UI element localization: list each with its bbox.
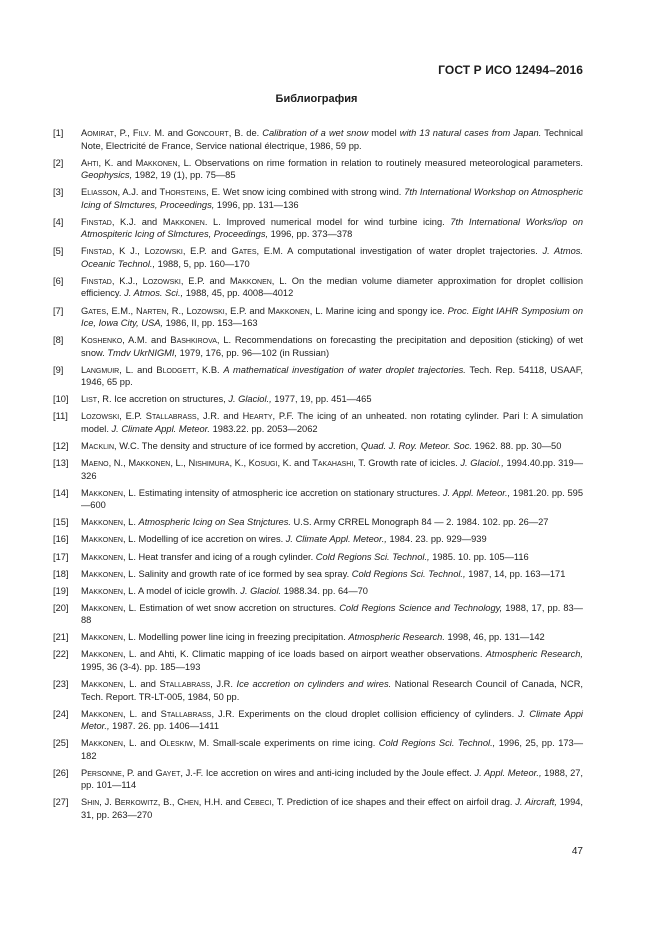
reference-segment: , E. Wet snow icing combined with strong wind. [206,187,405,198]
reference-segment: 1986, II, pp. 153—163 [162,318,258,329]
reference-segment: , E.P. and [224,305,268,316]
reference-item [53,186,583,211]
reference-item [53,127,583,152]
reference-number: [16] [53,534,69,545]
italic-title: J. Atmos. Oceanic Technol., [81,246,583,269]
author-name: Nishimura [188,458,230,469]
reference-segment: 1988, 5, pp. 160—170 [155,258,250,269]
reference-item [53,585,583,598]
reference-segment: , M. Small-scale experiments on rime icing. [192,738,379,749]
reference-segment: , J.R. and [196,411,243,422]
italic-title: Atmospheric Research, [485,649,583,660]
reference-segment: 1984. 23. pp. 929—939 [386,534,487,545]
author-name: Stallabrass [145,411,197,422]
reference-number: [7] [53,305,64,316]
reference-segment: , L. Recommendations on forecasting the precipitation and deposition (sticking) of wet snow. [81,335,583,358]
reference-text [81,305,583,330]
reference-item [53,551,583,564]
reference-segment: , L. Marine icing and spongy ice. [309,305,448,316]
author-name: Macklin [81,441,115,452]
reference-segment: 1998, 46, pp. 131—142 [444,632,545,643]
reference-segment: , L. and [119,364,157,375]
reference-segment: 1985. 10. pp. 105—116 [429,551,529,562]
author-name: Berkowitz [114,797,158,808]
italic-title: J. Appl. Meteor., [442,487,511,498]
author-name: Bashkirova [170,335,217,346]
italic-title: J. Glaciol., [460,458,504,469]
reference-segment: 1981.20. pp. 595—600 [81,487,583,511]
author-name: Makkonen [81,632,123,643]
reference-text [81,708,583,733]
italic-title: 7th International Workshop on Atmospheric Icing of Slmctures, Proceedings, [81,187,583,210]
reference-text [81,602,583,627]
reference-segment: , W.C. The density and structure of ice formed by accretion, [114,441,361,452]
reference-segment: 1982, 19 (1), pp. 75—85 [132,170,236,181]
reference-list [53,127,583,826]
reference-segment: , H.H. and [198,797,244,808]
reference-segment: , R., [166,305,187,316]
reference-segment: Tech. Rep. 54118, USAAF, 1946, 65 pp. [81,364,583,388]
author-name: Makkonen [81,738,123,749]
reference-segment: , L. and Ahti, K. Climatic mapping of ice loads based on airport weather observations. [122,649,486,660]
author-name: Langmuir [81,364,120,375]
reference-text [81,410,583,435]
author-name: Makkonen [81,679,123,690]
reference-segment: 1988, 17, pp. 83—88 [81,602,583,626]
reference-segment: , E.P. and [182,246,232,257]
author-name: Aomirat [81,128,114,138]
reference-number: [27] [53,797,69,808]
reference-number: [18] [53,568,69,579]
reference-item [53,678,583,703]
italic-title: Proc. Eight IAHR Symposium on Ice, Iowa City, USA, [81,305,584,329]
reference-segment: , K. and [277,458,313,469]
reference-item [53,708,583,733]
reference-segment: , L. Observations on rime formation in relation to routinely measured meteorological parameters. [177,157,583,168]
author-name: Gayet [155,767,181,778]
author-name: Personne [81,767,122,778]
reference-segment: . L. Improved numerical model for wind turbine icing. [204,216,451,227]
reference-item [53,305,583,330]
author-name: Lozowski [144,246,183,257]
reference-segment: Technical Note, Electricité de France, Service national électrique, 1986, 59 pp. [81,128,583,151]
italic-title: with 13 natural cases from Japan. [399,128,542,138]
reference-segment: 1979, 176, pp. 96—102 (in Russian) [177,347,330,358]
standard-header: ГОСТ Р ИСО 12494–2016 [438,63,583,77]
author-name: Filv [132,128,149,138]
author-name: Eliasson [81,187,118,198]
reference-number: [2] [53,157,64,168]
italic-title: Cold Regions Sci. Technol., [351,568,466,579]
reference-segment: , E.M. A computational investigation of water droplet trajectories. [256,246,543,257]
reference-item [53,393,583,406]
reference-text [81,157,583,182]
reference-segment: , K.J. and [111,216,163,227]
author-name: Stallabrass [159,679,211,690]
reference-segment: 1988, 45, pp. 4008—4012 [183,288,294,299]
reference-segment: 1996, pp. 131—136 [214,199,299,210]
author-name: Cebeci [243,797,272,808]
reference-item [53,275,583,300]
reference-text [81,127,583,152]
reference-text [81,551,583,564]
section-title: Библиография [275,93,358,105]
reference-number: [3] [53,187,64,198]
reference-text [81,487,583,512]
reference-segment: , J. [99,797,115,808]
reference-text [81,737,583,762]
author-name: Finstad [81,275,112,286]
reference-segment: , K.J., [111,275,143,286]
reference-number: [4] [53,216,64,227]
reference-segment: 1994, 31, pp. 263—270 [81,797,584,820]
italic-title: Atmospheric Research. [348,632,445,643]
reference-text [81,516,583,529]
italic-title: Cold Regions Sci. Technol., [378,738,496,749]
reference-segment: , L. Heat transfer and icing of a rough cylinder. [122,551,316,562]
reference-segment: , B., [157,797,178,808]
reference-segment: , R. Ice accretion on structures, [97,394,229,405]
reference-number: [20] [53,602,69,613]
reference-text [81,568,583,581]
reference-item [53,631,583,644]
reference-segment: , L. Salinity and growth rate of ice formed by sea spray. [122,568,352,579]
author-name: Makkonen [81,568,123,579]
author-name: Stallabrass [160,708,212,719]
reference-number: [14] [53,487,69,498]
author-name: Makkonen [81,649,123,660]
reference-segment: 1987, 14, pp. 163—171 [465,568,566,579]
reference-segment: , P., [113,128,133,138]
reference-number: [23] [53,679,69,690]
reference-segment: , A.M. and [122,335,171,346]
italic-title: J. Glaciol., [228,394,272,405]
author-name: Makkonen [81,585,123,596]
reference-segment: National Research Council of Canada, NCR, Tech. Report. TR-LT-005, 1984, 50 pp. [81,679,584,702]
reference-text [81,216,583,241]
author-name: Takahashi [312,458,354,469]
author-name: Thorsteins [159,187,207,198]
italic-title: Cold Regions Science and Technology, [339,602,503,613]
author-name: List [81,394,98,405]
reference-number: [13] [53,458,69,469]
italic-title: J. Climate Appl. Meteor., [285,534,387,545]
author-name: Finstad [81,216,112,227]
reference-number: [9] [53,364,64,375]
reference-item [53,516,583,529]
author-name: Blodgett [156,364,196,375]
reference-segment: , L., [170,458,189,469]
author-name: Koshenko [81,335,123,346]
reference-segment: , N., [108,458,129,469]
italic-title: J. Aircraft, [515,797,557,808]
reference-segment: , T. Prediction of ice shapes and their effect on airfoil drag. [271,797,516,808]
reference-segment: . M. and [148,128,187,138]
italic-title: J. Glaciol. [240,585,282,596]
reference-segment: , K. and [98,157,136,168]
reference-item [53,602,583,627]
reference-text [81,678,583,703]
reference-segment: 1987. 26. pp. 1406—1411 [109,721,220,732]
italic-title: J. Appl. Meteor., [474,767,542,778]
reference-text [81,364,583,389]
author-name: Lozowski [186,305,225,316]
reference-number: [10] [53,394,69,405]
author-name: Shin [81,797,100,808]
reference-segment: , J.-F. Ice accretion on wires and anti-icing included by the Joule effect. [180,767,475,778]
reference-item [53,767,583,792]
italic-title: A mathematical investigation of water droplet trajectories. [223,364,466,375]
reference-segment: , L. Estimation of wet snow accretion on structures. [122,602,340,613]
reference-segment: 1988.34. pp. 64—70 [281,585,368,596]
author-name: Gates [231,246,257,257]
reference-segment: 1983.22. pp. 2053—2062 [210,423,318,434]
reference-segment: , L. and [122,679,160,690]
reference-segment: , L. and [122,738,160,749]
reference-segment: , E.P. [119,411,146,422]
author-name: Makkonen [81,602,123,613]
reference-number: [26] [53,767,69,778]
reference-segment: , L. Estimating intensity of atmospheric ice accretion on stationary structures. [122,487,443,498]
reference-segment: , L. Modelling power line icing in freezing precipitation. [122,632,349,643]
author-name: Makkonen [135,157,178,168]
reference-segment: , K.B. [195,364,224,375]
reference-number: [6] [53,275,64,286]
author-name: Makkonen [81,487,123,498]
reference-text [81,275,583,300]
reference-item [53,245,583,270]
italic-title: Calibration of a wet snow [262,128,369,138]
reference-segment: 1962. 88. pp. 30—50 [471,441,562,452]
reference-item [53,410,583,435]
reference-segment: , K., [229,458,249,469]
reference-segment: , P. and [121,767,156,778]
author-name: Makkonen [128,458,171,469]
reference-item [53,648,583,673]
author-name: Finstad [81,246,112,257]
reference-segment: U.S. Army CRREL Monograph 84 — 2. 1984. 102. pp. 26—27 [290,517,549,528]
reference-text [81,631,583,644]
author-name: Makkonen [229,275,272,286]
italic-title: Tmdv UkrNIGMI, [107,347,178,358]
author-name: Makkonen [81,517,123,528]
reference-item [53,334,583,359]
reference-item [53,533,583,546]
author-name: Makkonen [162,216,205,227]
reference-text [81,585,583,598]
author-name: Lozowski [81,411,120,422]
italic-title: Cold Regions Sci. Technol., [315,551,430,562]
reference-number: [25] [53,738,69,749]
reference-segment: , P.F. The icing of an unheated. non rotating cylinder. Pari I: A simulation model. [81,411,583,434]
reference-segment: 1988, 27, pp. 101—114 [81,767,584,791]
italic-title: J. Atmos. Sci., [124,288,184,299]
reference-segment: , L. [122,517,139,528]
reference-segment: , J.R. Experiments on the cloud droplet collision efficiency of cylinders. [211,708,519,719]
reference-number: [21] [53,632,69,643]
reference-number: [12] [53,441,69,452]
reference-segment: , T. Growth rate of icicles. [353,458,461,469]
reference-segment: , E.M., [106,305,136,316]
italic-title: J. Climate Appi Metor., [81,708,583,732]
reference-segment: 1996, pp. 373—378 [268,229,353,240]
reference-segment: 1995, 36 (3-4). pp. 185—193 [81,661,201,672]
reference-segment: , L. A model of icicle growlh. [122,585,241,596]
author-name: Makkonen [81,551,123,562]
reference-text [81,245,583,270]
reference-item [53,364,583,389]
italic-title: Ice accretion on cylinders and wires. [236,679,392,690]
author-name: Makkonen [81,708,123,719]
reference-text [81,533,583,546]
author-name: Goncourt [186,128,229,138]
italic-title: 7th International Works/iop on Atmospiteric Icing of Slmctures, Proceedings, [81,216,584,240]
reference-text [81,393,583,406]
reference-item [53,737,583,762]
author-name: Hearty [242,411,273,422]
reference-segment: 1996, 25, pp. 173—182 [81,738,583,761]
reference-number: [1] [53,128,64,138]
reference-number: [17] [53,551,69,562]
reference-text [81,767,583,792]
reference-segment: , L. On the median volume diameter approximation for droplet collision efficiency. [81,275,583,299]
reference-text [81,186,583,211]
reference-segment: , K J., [111,246,145,257]
reference-item [53,216,583,241]
author-name: Narten [136,305,167,316]
author-name: Makkonen [81,534,123,545]
reference-text [81,440,583,453]
reference-number: [5] [53,246,64,257]
italic-title: Quad. J. Roy. Meteor. Soc. [360,441,472,452]
reference-number: [11] [53,411,68,422]
reference-text [81,796,583,821]
page-number: 47 [571,846,583,857]
reference-segment: , B. de. [228,128,263,138]
author-name: Oleskiw [159,738,193,749]
author-name: Chen [177,797,199,808]
reference-item [53,157,583,182]
reference-number: [8] [53,335,64,346]
author-name: Gates [81,305,106,316]
reference-text [81,648,583,673]
author-name: Maeno [81,458,109,469]
reference-segment: , E.P. and [180,275,230,286]
italic-title: J. Climate Appl. Meteor. [111,423,211,434]
italic-title: Geophysics, [81,170,133,181]
reference-segment: , A.J. and [117,187,160,198]
reference-number: [22] [53,649,69,660]
reference-segment: , J.R. [210,679,237,690]
reference-text [81,457,583,482]
italic-title: Atmospheric Icing on Sea Stnjctures. [138,517,291,528]
reference-segment: 1977, 19, pp. 451—465 [271,394,372,405]
author-name: Ahti [81,157,99,168]
reference-text [81,334,583,359]
reference-segment: , L. and [122,708,161,719]
reference-item [53,568,583,581]
author-name: Makkonen [267,305,310,316]
reference-segment: , L. Modelling of ice accretion on wires. [122,534,286,545]
reference-item [53,487,583,512]
reference-item [53,796,583,821]
author-name: Kosugi [248,458,278,469]
reference-number: [19] [53,585,69,596]
reference-number: [24] [53,708,69,719]
reference-item [53,457,583,482]
reference-item [53,440,583,453]
reference-number: [15] [53,517,69,528]
author-name: Lozowski [142,275,181,286]
reference-segment: model [368,128,400,138]
reference-segment: 1994.40.pp. 319—326 [81,458,583,481]
